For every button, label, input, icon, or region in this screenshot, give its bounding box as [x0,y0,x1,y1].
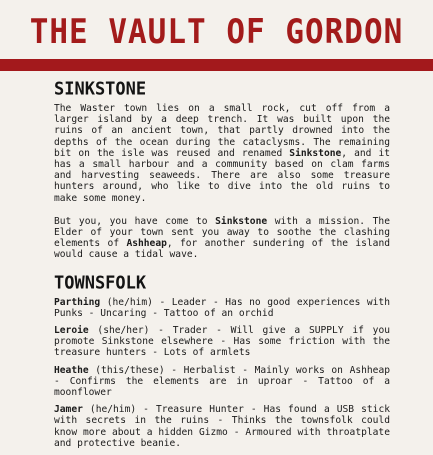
townsfolk-entry [54,297,390,319]
townsfolk-name: Leroie [54,325,89,337]
section-title: SINKSTONE [54,79,147,100]
townsfolk-entry [54,365,390,399]
townsfolk-title: TOWNSFOLK [54,272,147,294]
townsfolk-entry [54,404,390,449]
mission-paragraph [54,216,390,261]
page-header [0,0,433,60]
townsfolk-name: Heathe [54,364,89,376]
mission-text-mid: with a mission. The Elder of your town sent you away to soothe the clashing elements of [54,215,390,250]
townsfolk-desc: (this/these) - Herbalist - Mainly works on Ashheap - Confirms the elements are in uproar - Tattoo of a moonflower [54,364,390,399]
intro-town-name: Sinkstone [289,147,342,159]
main-content [54,77,390,455]
intro-paragraph [54,103,390,204]
site-title[interactable]: THE VAULT OF GORDON [29,12,404,52]
paragraph-gap [54,204,390,216]
townsfolk-desc: (he/him) - Treasure Hunter - Has found a USB stick with secrets in the ruins - Thinks the townsfolk could know more about a hidden Gizmo - Armoured with throatplate and protective beanie. [54,404,390,449]
townsfolk-entry [54,325,390,359]
mission-place-name: Ashheap [126,238,167,250]
intro-text-end: , and it has a small harbour and a community based on clam farms and harvesting seaweeds. There are also some treasure hunters around, who like to dive into the old ruins to make some money. [54,147,390,204]
townsfolk-name: Parthing [54,296,101,308]
townsfolk-desc: (he/him) - Leader - Has no good experiences with Punks - Uncaring - Tattoo of an orchid [54,296,390,319]
townsfolk-name: Jamer [54,404,83,416]
townsfolk-desc: (she/her) - Trader - Will give a SUPPLY if you promote Sinkstone elsewhere - Has some friction with the treasure hunters - Lots of armlets [54,325,390,359]
header-divider-band [0,59,433,71]
mission-text-end: , for another sundering of the island would cause a tidal wave. [54,238,390,261]
mission-town-name: Sinkstone [215,215,268,227]
intro-text: The Waster town lies on a small rock, cut off from a larger island by a deep trench. It was built upon the ruins of an ancient town, that partly drowned into the depths of the ocean during the cataclysms. The remaining bit on the isle was reused and renamed [54,103,390,159]
mission-text-start: But you, you have come to [54,215,216,227]
